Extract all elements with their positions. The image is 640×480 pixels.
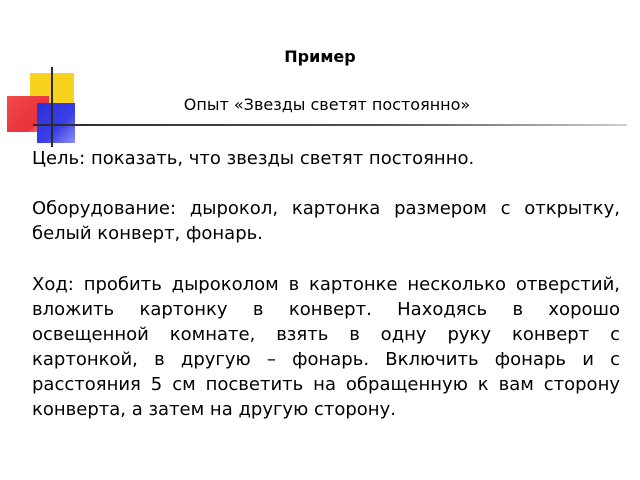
- slide-subtitle: Опыт «Звезды светят постоянно»: [183, 95, 471, 114]
- goal-paragraph: Цель: показать, что звезды светят постоянно.: [32, 148, 475, 169]
- decorative-vertical-line: [51, 67, 53, 147]
- slide-title: Пример: [284, 47, 356, 66]
- decorative-blue-square: [37, 103, 75, 143]
- procedure-paragraph: Ход: пробить дыроколом в картонке несколько отверстий, вложить картонку в конверт. Находясь в хорошо освещенной комнате, взять в одну руку конверт с картонкой, в другую – фонарь. Включить фонарь и с расстояния 5 см посветить на обращенную к вам сторону конверта, а затем на другую сторону.: [32, 274, 620, 420]
- title-divider-line: [33, 124, 627, 126]
- equipment-paragraph: Оборудование: дырокол, картонка размером с открытку, белый конверт, фонарь.: [32, 198, 620, 244]
